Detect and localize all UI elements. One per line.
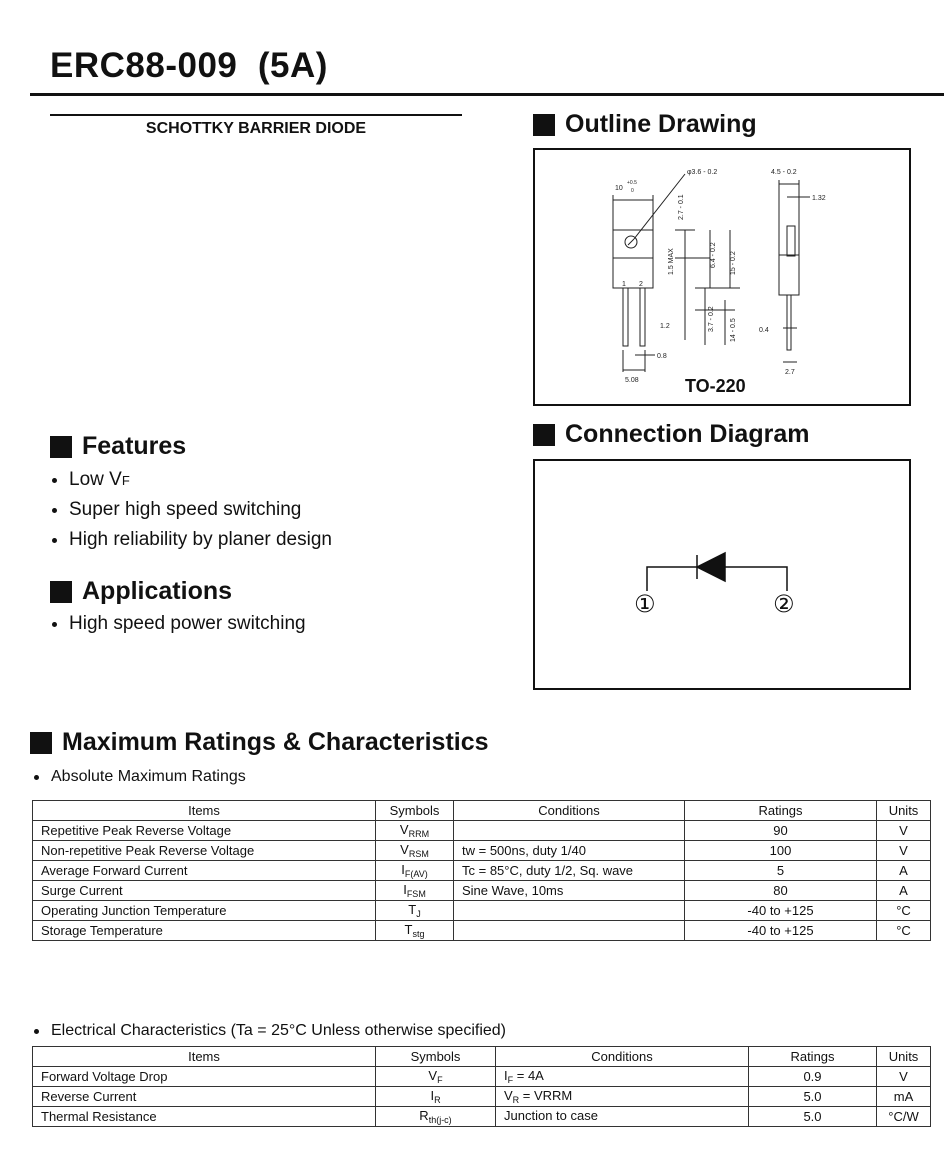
- title-rule: [30, 93, 944, 96]
- dim-d3: 15 - 0.2: [730, 251, 737, 275]
- elec-char-label: Electrical Characteristics (Ta = 25°C Unless otherwise specified): [30, 1022, 506, 1040]
- table-header-row: Items Symbols Conditions Ratings Units: [33, 801, 931, 821]
- section-square-icon: [30, 732, 52, 754]
- table-row: Average Forward Current $I_{F(AV)}$ Tc = 85°C, duty 1/2, Sq. wave 5 A: [33, 861, 931, 881]
- side-body: [779, 255, 799, 295]
- applications-heading: [50, 577, 232, 606]
- dim-side-width: 4.5 - 0.2: [771, 169, 797, 176]
- list-item: High speed power switching: [46, 609, 306, 639]
- table-row: Operating Junction Temperature $T_J$ -40 to +125 °C: [33, 901, 931, 921]
- section-square-icon: [533, 114, 555, 136]
- bullet-icon: [52, 508, 57, 513]
- connection-diagram-box: [533, 459, 911, 690]
- dim-d9: 5.08: [625, 377, 639, 384]
- table-header-row: Items Symbols Conditions Ratings Units: [33, 1047, 931, 1067]
- abs-ratings-label: Absolute Maximum Ratings: [30, 768, 246, 786]
- side-lead: [787, 295, 791, 350]
- applications-heading-label: Applications: [82, 577, 233, 605]
- table-row: Thermal Resistance $R_{th(j-c)}$ Junction to case 5.0 °C/W: [33, 1107, 931, 1127]
- outline-drawing-box: [533, 148, 911, 406]
- pin-1-label: 1: [622, 281, 626, 288]
- outline-heading-label: Outline Drawing: [565, 110, 757, 138]
- table-row: Reverse Current $I_R$ $V_R$ = VRRM 5.0 mA: [33, 1087, 931, 1107]
- to220-outline-drawing: [535, 150, 909, 404]
- features-list: [46, 465, 332, 555]
- dim-d1: 2.7 - 0.1: [678, 194, 685, 220]
- connection-heading: [533, 420, 809, 449]
- table-row: Surge Current $I_{FSM}$ Sine Wave, 10ms 80 A: [33, 881, 931, 901]
- bullet-icon: [34, 1029, 39, 1034]
- diode-symbol: [535, 461, 909, 688]
- list-item: Super high speed switching: [46, 495, 332, 525]
- abs-ratings-table: [32, 800, 931, 941]
- dim-d8: 0.8: [657, 353, 667, 360]
- pin-2-marker: ②: [773, 591, 795, 618]
- elec-char-table: [32, 1046, 931, 1127]
- subtitle-rule: [50, 114, 462, 116]
- wire-right: [725, 567, 787, 591]
- dim-side-bottom: 2.7: [785, 369, 795, 376]
- dim-d7: 1.2: [660, 323, 670, 330]
- table-row: Storage Temperature $T_{stg}$ -40 to +125 °C: [33, 921, 931, 941]
- package-body: [613, 230, 653, 288]
- dim-width-tol-minus: 0: [631, 188, 634, 194]
- list-item: High reliability by planer design: [46, 525, 332, 555]
- features-heading-label: Features: [82, 432, 187, 460]
- dim-d2: 6.4 - 0.2: [710, 242, 717, 268]
- dim-hole: φ3.6 - 0.2: [687, 169, 718, 176]
- ratings-heading: [30, 728, 489, 757]
- lead-1: [623, 288, 628, 346]
- pin-2-label: 2: [639, 281, 643, 288]
- side-tab: [787, 226, 795, 256]
- package-label: TO-220: [685, 376, 746, 396]
- table-row: Repetitive Peak Reverse Voltage $V_{RRM}$ 90 V: [33, 821, 931, 841]
- section-square-icon: [50, 436, 72, 458]
- dim-side-lead: 0.4: [759, 327, 769, 334]
- bullet-icon: [52, 478, 57, 483]
- table-row: Non-repetitive Peak Reverse Voltage $V_{RSM}$ tw = 500ns, duty 1/40 100 V: [33, 841, 931, 861]
- dim-width: 10: [615, 185, 623, 192]
- pin-1-marker: ①: [634, 591, 656, 618]
- applications-list: [46, 609, 306, 639]
- section-square-icon: [533, 424, 555, 446]
- outline-heading: [533, 110, 757, 139]
- wire-left: [647, 567, 697, 591]
- connection-heading-label: Connection Diagram: [565, 420, 810, 448]
- bullet-icon: [52, 622, 57, 627]
- subtitle: SCHOTTKY BARRIER DIODE: [145, 120, 367, 137]
- dim-d4: 1.5 MAX: [668, 248, 675, 275]
- lead-2: [640, 288, 645, 346]
- dim-d6: 14 - 0.5: [730, 318, 737, 342]
- features-heading: [50, 432, 186, 461]
- diode-triangle: [697, 553, 725, 581]
- section-square-icon: [50, 581, 72, 603]
- bullet-icon: [52, 538, 57, 543]
- bullet-icon: [34, 775, 39, 780]
- dim-side-thick: 1.32: [812, 195, 826, 202]
- table-row: Forward Voltage Drop $V_F$ $I_F = 4A$ 0.9 V: [33, 1067, 931, 1087]
- list-item: Low V F: [46, 465, 332, 495]
- dim-d5: 3.7 - 0.2: [708, 306, 715, 332]
- page-title: ERC88-009 (5A): [50, 46, 328, 85]
- dim-width-tol-plus: +0.5: [627, 180, 637, 186]
- ratings-heading-label: Maximum Ratings & Characteristics: [62, 728, 489, 756]
